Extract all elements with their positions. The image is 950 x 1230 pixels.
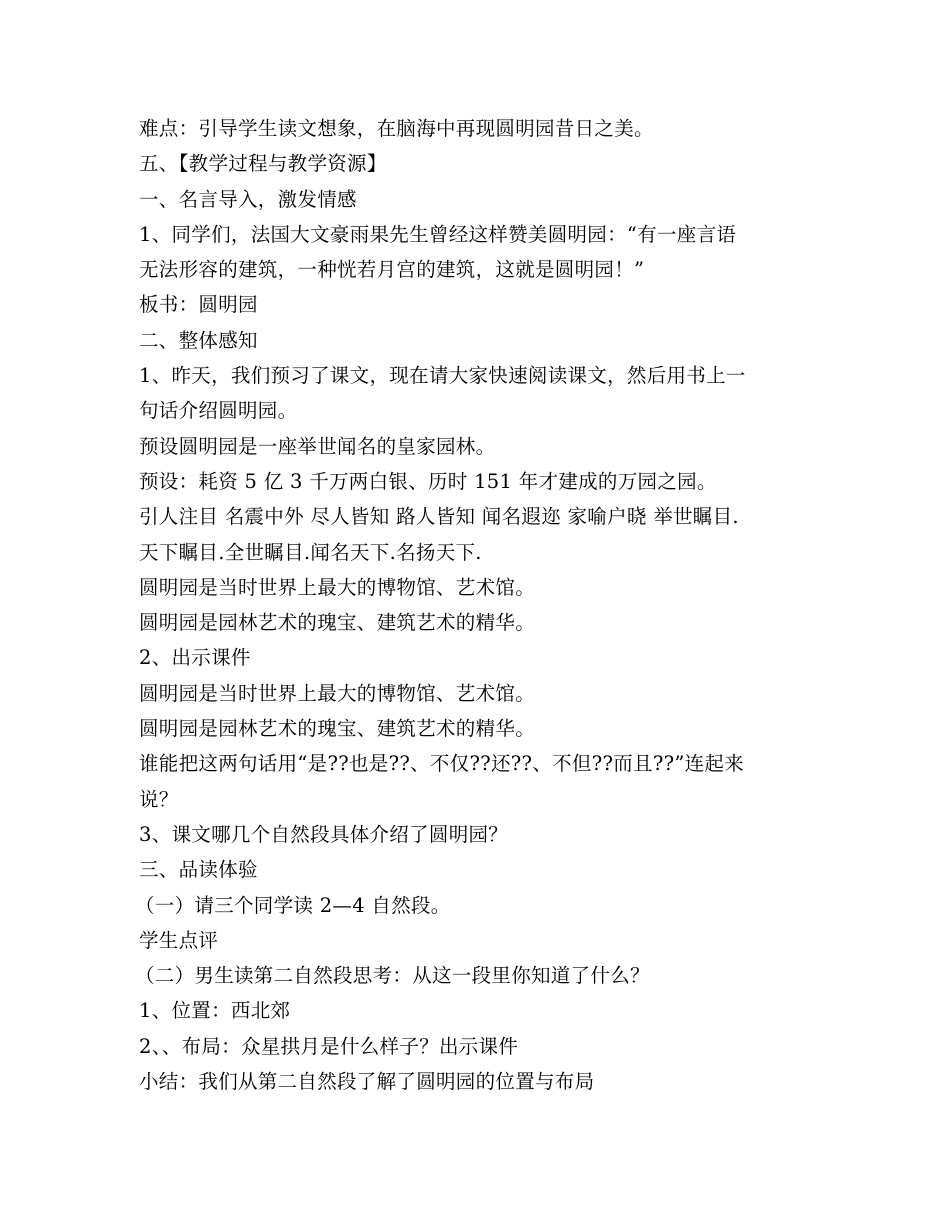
- paragraph-line: 2、、布局：众星拱月是什么样子？出示课件: [139, 1034, 519, 1058]
- paragraph-line: 2、出示课件: [139, 646, 251, 670]
- paragraph-line: 预设圆明园是一座举世闻名的皇家园林。: [139, 434, 496, 458]
- paragraph-line: 3、课文哪几个自然段具体介绍了圆明园？: [139, 822, 509, 846]
- paragraph-line: 说？: [139, 787, 179, 811]
- paragraph-line: 引人注目 名震中外 尽人皆知 路人皆知 闻名遐迩 家喻户晓 举世瞩目.: [139, 505, 739, 529]
- blackboard-note: 板书：圆明园: [139, 293, 258, 317]
- paragraph-line: 圆明园是园林艺术的瑰宝、建筑艺术的精华。: [139, 611, 536, 635]
- step-heading-2: 二、整体感知: [139, 328, 258, 352]
- section-heading-5: 五、【教学过程与教学资源】: [139, 152, 387, 176]
- paragraph-line: 圆明园是园林艺术的瑰宝、建筑艺术的精华。: [139, 717, 536, 741]
- paragraph-line: 1、位置：西北郊: [139, 999, 291, 1023]
- paragraph-line: 预设：耗资 5 亿 3 千万两白银、历时 151 年才建成的万园之园。: [139, 469, 717, 493]
- paragraph-line: 圆明园是当时世界上最大的博物馆、艺术馆。: [139, 575, 536, 599]
- step-heading-3: 三、品读体验: [139, 858, 258, 882]
- document-body: [135, 111, 819, 1099]
- step-heading-1: 一、名言导入，激发情感: [139, 187, 357, 211]
- paragraph-line: 1、昨天，我们预习了课文，现在请大家快速阅读课文，然后用书上一: [139, 364, 746, 388]
- summary-line: 小结：我们从第二自然段了解了圆明园的位置与布局: [139, 1070, 595, 1094]
- paragraph-line: 句话介绍圆明园。: [139, 399, 298, 423]
- paragraph-line: 谁能把这两句话用“是??也是??、不仅??还??、不但??而且??”连起来: [139, 752, 744, 776]
- paragraph-line: （二）男生读第二自然段思考：从这一段里你知道了什么？: [135, 964, 650, 988]
- paragraph-line: （一）请三个同学读 2—4 自然段。: [135, 893, 451, 917]
- paragraph-line: 1、同学们，法国大文豪雨果先生曾经这样赞美圆明园：“有一座言语: [139, 222, 737, 246]
- paragraph-line: 无法形容的建筑，一种恍若月宫的建筑，这就是圆明园！”: [139, 258, 645, 282]
- paragraph-line: 天下瞩目.全世瞩目.闻名天下.名扬天下.: [139, 540, 482, 564]
- paragraph-line: 圆明园是当时世界上最大的博物馆、艺术馆。: [139, 681, 536, 705]
- paragraph-line: 学生点评: [139, 928, 219, 952]
- difficulty-point: 难点：引导学生读文想象，在脑海中再现圆明园昔日之美。: [139, 117, 654, 140]
